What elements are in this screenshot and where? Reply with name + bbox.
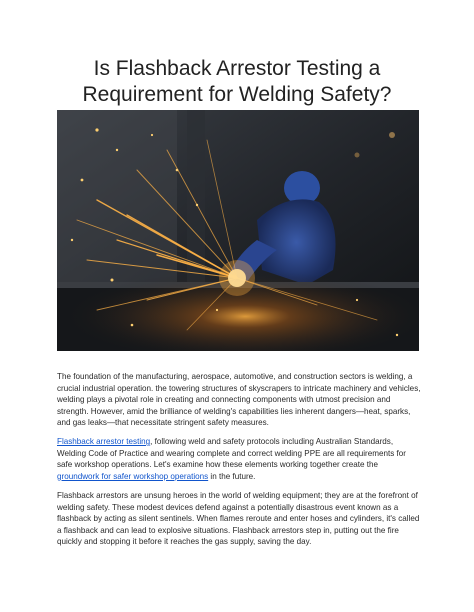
- welding-photo: [57, 110, 419, 351]
- hero-image-welding-sparks: [57, 110, 419, 351]
- title-line-1: Is Flashback Arrestor Testing a: [93, 57, 381, 80]
- title-line-2: Requirement for Welding Safety?: [82, 83, 392, 106]
- paragraph-testing-text-a: , following weld and safety protocols including Australian Standards, Welding Code of Practice and wearing complete and correct welding PPE are all requirements for safe workshop operations. Let's examine how these elements working together create the: [57, 437, 406, 470]
- page-title: [40, 56, 434, 108]
- link-flashback-arrestor-testing[interactable]: Flashback arrestor testing: [57, 437, 151, 446]
- paragraph-intro: The foundation of the manufacturing, aerospace, automotive, and construction sectors is welding, a crucial industrial operation. the towering structures of skyscrapers to intricate machinery and vehicles, welding plays a pivotal role in creating and connecting components with utmost precision and strength. However, amid the brilliance of welding's capabilities lies inherent dangers—heat, sparks, and gas leaks—that necessitate stringent safety measures.: [57, 372, 421, 428]
- link-groundwork-safer-operations[interactable]: groundwork for safer workshop operations: [57, 471, 209, 481]
- paragraph-testing: [57, 436, 422, 482]
- paragraph-arrestors: Flashback arrestors are unsung heroes in the world of welding equipment; they are at the forefront of welding safety. These modest devices defend against a potentially disastrous event known as a flashback by acting as silent sentinels. When flames reroute and enter hoses and cylinders, it's called a flashback and can lead to explosive situations. Flashback arrestors step in, putting out the fire quickly and stopping it before it reaches the gas supply, saving the day.: [57, 491, 420, 547]
- paragraph-testing-text-b: in the future.: [208, 471, 256, 481]
